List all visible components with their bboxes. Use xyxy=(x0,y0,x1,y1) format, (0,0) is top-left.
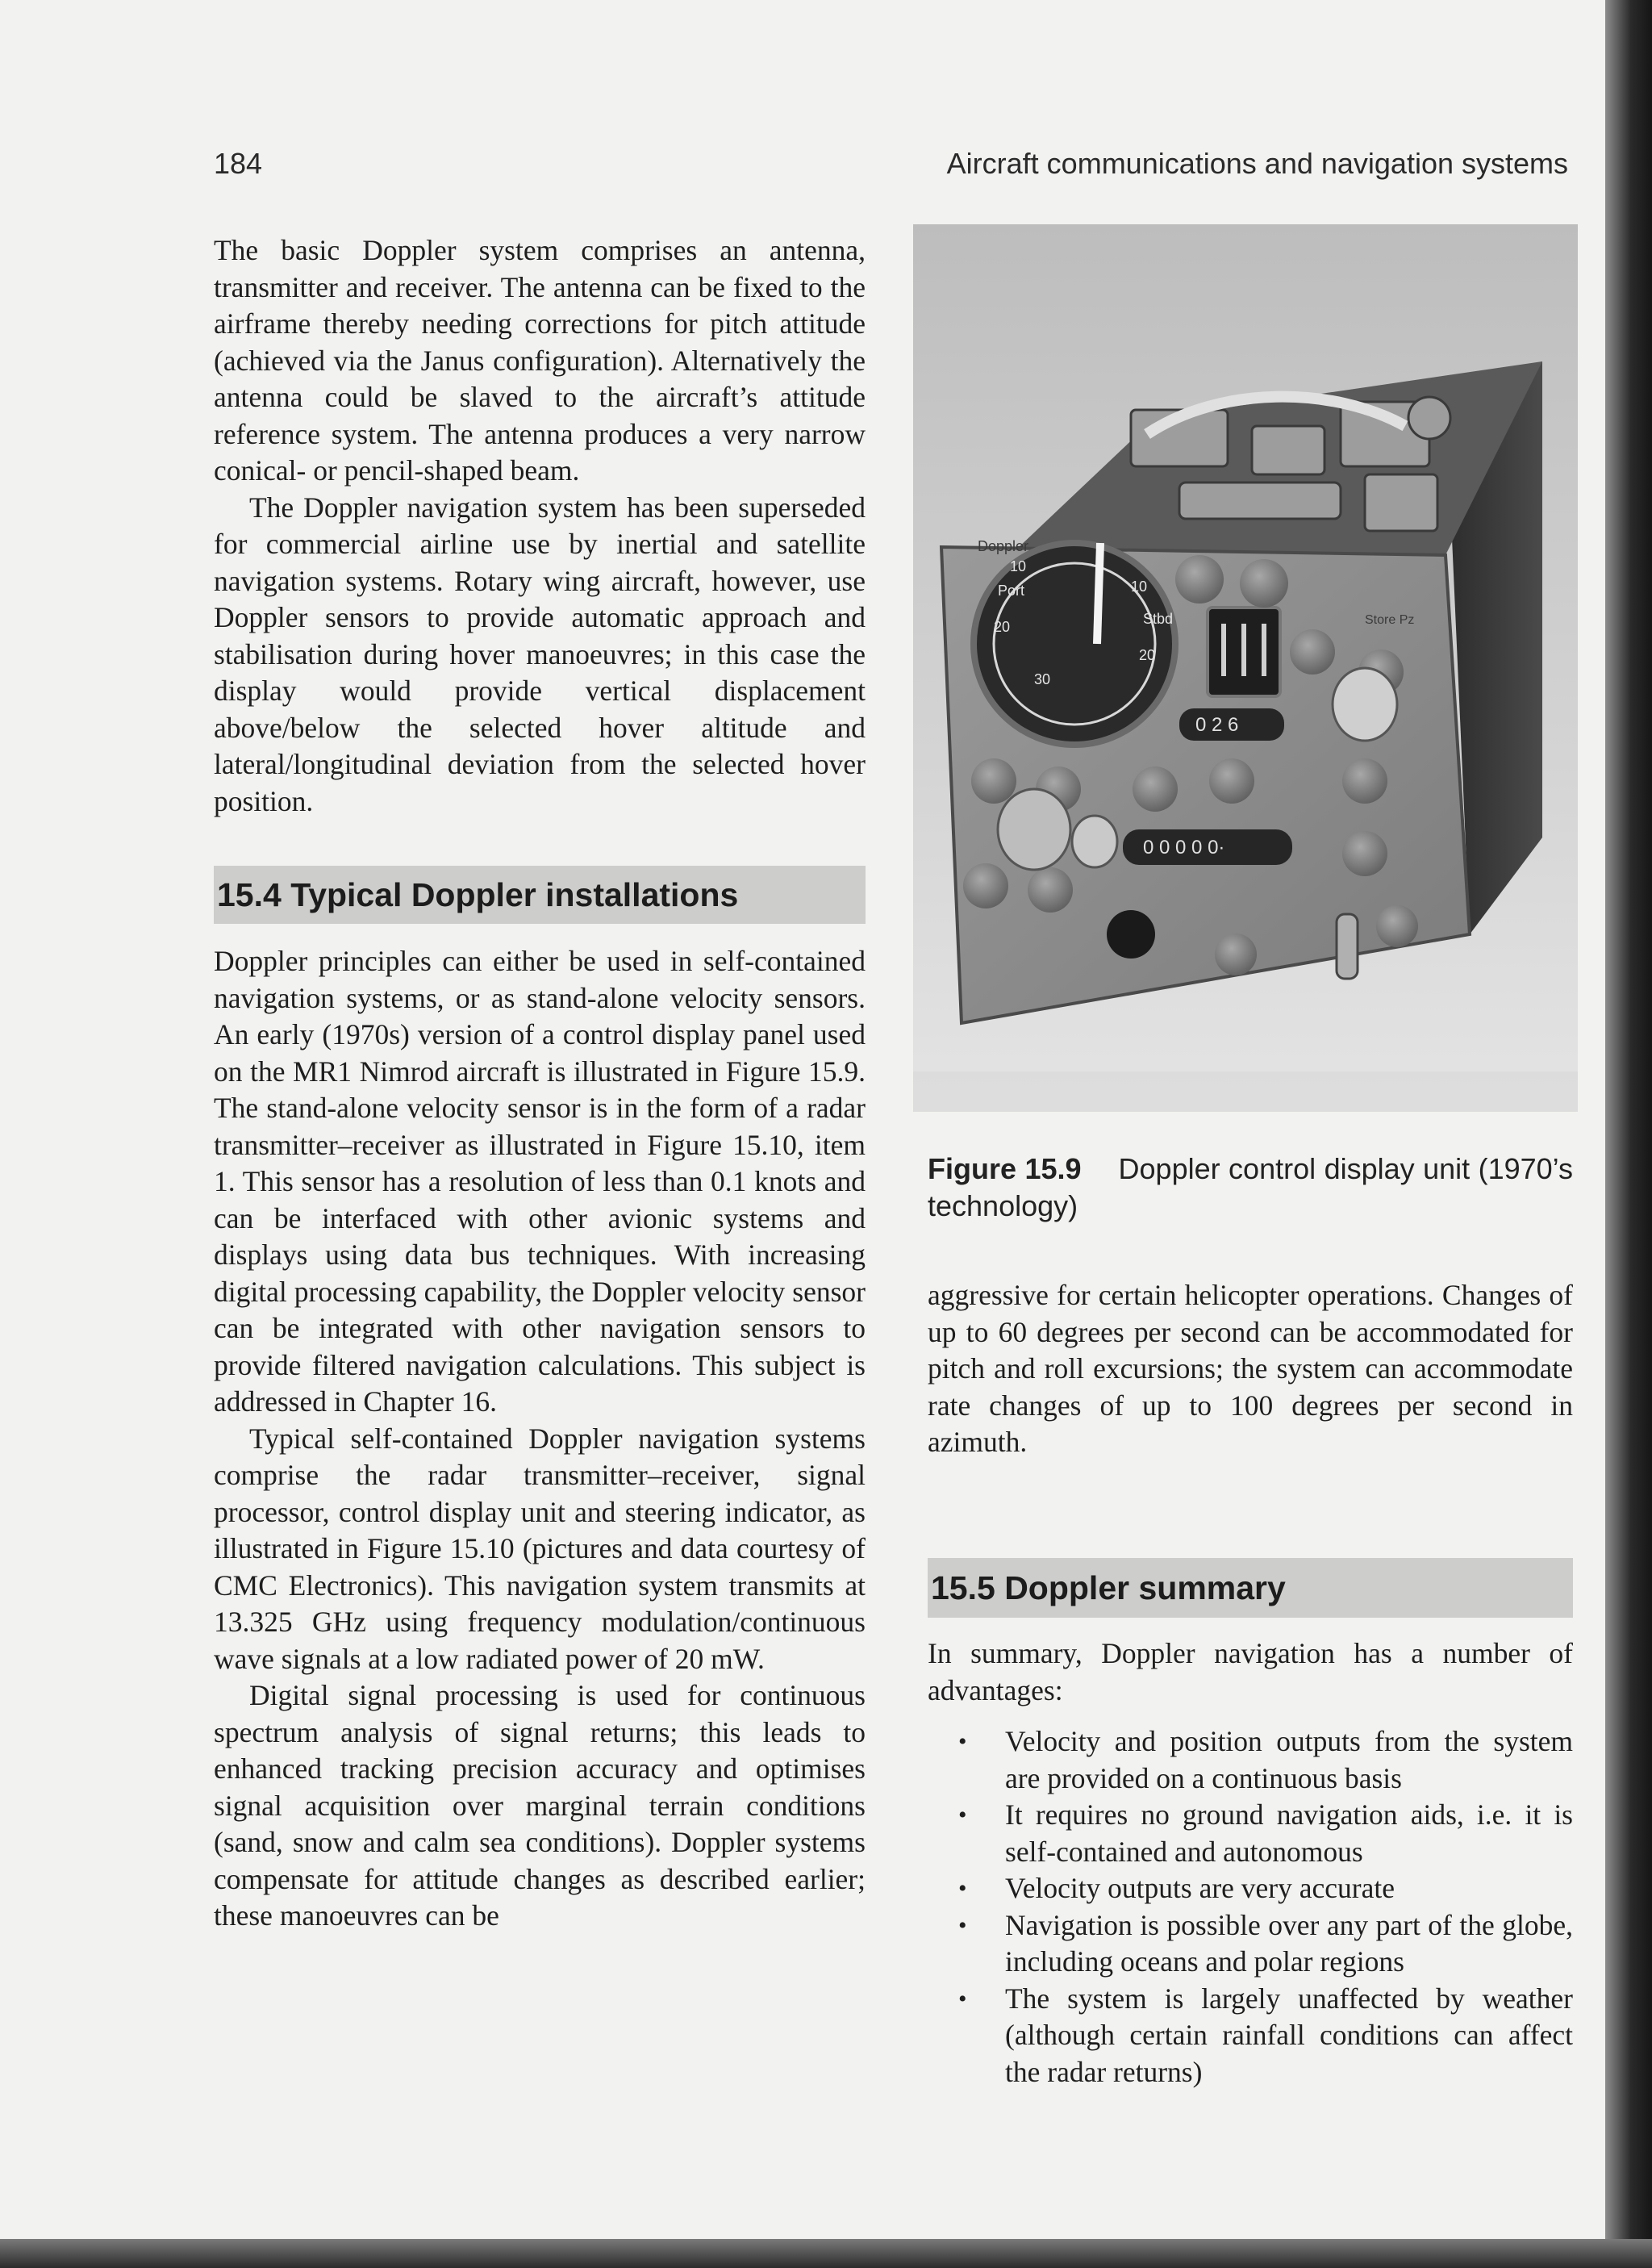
counter-bottom-value: 0 0 0 0 0· xyxy=(1143,837,1225,858)
section-heading-15-5-text: 15.5 Doppler summary xyxy=(931,1569,1286,1606)
running-head: Aircraft communications and navigation systems xyxy=(946,147,1568,180)
counter-top-value: 0 2 6 xyxy=(1195,714,1239,736)
section-15-5 xyxy=(928,1558,1573,2090)
summary-intro: In summary, Doppler navigation has a number of advantages: xyxy=(928,1637,1573,1706)
dial-tick-label: 20 xyxy=(994,619,1011,635)
doppler-control-display-unit-image xyxy=(913,224,1578,1112)
bullet-icon: • xyxy=(958,1911,967,1939)
figure-15-9-photo xyxy=(913,224,1578,1112)
page-bottom-shadow xyxy=(0,2239,1652,2268)
figure-label: Figure 15.9 xyxy=(928,1152,1082,1185)
dial-tick-label: 10 xyxy=(1010,558,1027,574)
figure-caption xyxy=(928,1151,1573,1225)
list-item: • It requires no ground navigation aids, i.e. it is self-contained and autonomous xyxy=(958,1798,1573,1868)
dial-needle xyxy=(1097,543,1100,644)
left-column xyxy=(214,232,866,1935)
store-label: Store Pz xyxy=(1365,613,1415,627)
list-item: • Velocity and position outputs from the system are provided on a continuous basis xyxy=(958,1725,1573,1794)
dial-stbd-label: Stbd xyxy=(1143,611,1174,627)
dial-tick-label: 10 xyxy=(1131,578,1148,595)
paragraph-intro-2: The Doppler navigation system has been superseded for commercial airline use by inertial and satellite navigation systems. Rotary wing aircraft, however, use Doppler sensors to provide automatic approach and stabilisation during hover manoeuvres; in this case the display would provide vertical displacement above/below the selected hover altitude and lateral/longitudinal deviation from the selected hover position. xyxy=(214,491,866,817)
panel-brand-label: Doppler xyxy=(978,538,1029,554)
list-item: • Navigation is possible over any part of the globe, including oceans and polar regions xyxy=(958,1908,1573,1978)
paragraph-intro-1: The basic Doppler system comprises an antenna, transmitter and receiver. The antenna can be fixed to the airframe thereby needing corrections for pitch attitude (achieved via the Janus configuration). Alternatively the antenna could be slaved to the aircraft’s attitude reference system. The antenna produces a very narrow conical- or pencil-shaped beam. xyxy=(214,234,866,487)
bullet-icon: • xyxy=(958,1985,967,2012)
list-item: • Velocity outputs are very accurate xyxy=(928,1870,1573,1907)
page-edge-shadow xyxy=(1605,0,1652,2268)
advantages-list xyxy=(928,1723,1573,2090)
dial-port-label: Port xyxy=(998,583,1025,599)
bullet-icon: • xyxy=(958,1802,967,1828)
section-heading-15-4-text: 15.4 Typical Doppler installations xyxy=(217,876,739,913)
right-column-continuation xyxy=(928,1277,1573,1461)
paragraph-15-4-1: Doppler principles can either be used in self-contained navigation systems, or as stand-alone velocity sensors. An early (1970s) version of a control display panel used on the MR1 Nimrod aircraft is illustrated in Figure 15.9. The stand-alone velocity sensor is in the form of a radar transmitter–receiver as illustrated in Figure 15.10, item 1. This sensor has a resolution of less than 0.1 knots and can be interfaced with other avionic systems and displays using data bus techniques. With increasing digital processing capability, the Doppler velocity sensor can be integrated with other navigation sensors to provide filtered navigation calculations. This subject is addressed in Chapter 16. xyxy=(214,945,866,1418)
page-number: 184 xyxy=(214,147,263,180)
dial-tick-label: 20 xyxy=(1139,647,1156,663)
section-heading-15-4 xyxy=(214,866,866,924)
paragraph-15-4-2: Typical self-contained Doppler navigation systems comprise the radar transmitter–receiver, signal processor, control display unit and steering indicator, as illustrated in Figure 15.10 (pictures and data courtesy of CMC Electronics). This navigation system transmits at 13.325 GHz using frequency modulation/continuous wave signals at a low radiated power of 20 mW. xyxy=(214,1422,866,1675)
bullet-icon: • xyxy=(958,1875,967,1902)
paragraph-15-4-3: Digital signal processing is used for continuous spectrum analysis of signal returns; this leads to enhanced tracking precision accuracy and optimises signal acquisition over marginal terrain conditions (sand, snow and calm sea conditions). Doppler systems compensate for attitude changes as described earlier; these manoeuvres can be xyxy=(214,1679,866,1932)
bullet-icon: • xyxy=(958,1728,967,1755)
drift-dial xyxy=(974,543,1175,745)
list-item: • The system is largely unaffected by weather (although certain rainfall conditions can affect the radar returns) xyxy=(958,1982,1573,2088)
figure-caption-text: Doppler control display unit (1970’s technology) xyxy=(928,1152,1573,1222)
section-heading-15-5 xyxy=(928,1558,1573,1618)
paragraph-continuation: aggressive for certain helicopter operations. Changes of up to 60 degrees per second can be accommodated for pitch and roll excursions; the system can accommodate rate changes of up to 100 degrees per second in azimuth. xyxy=(928,1279,1573,1458)
dial-tick-label: 30 xyxy=(1034,671,1051,687)
